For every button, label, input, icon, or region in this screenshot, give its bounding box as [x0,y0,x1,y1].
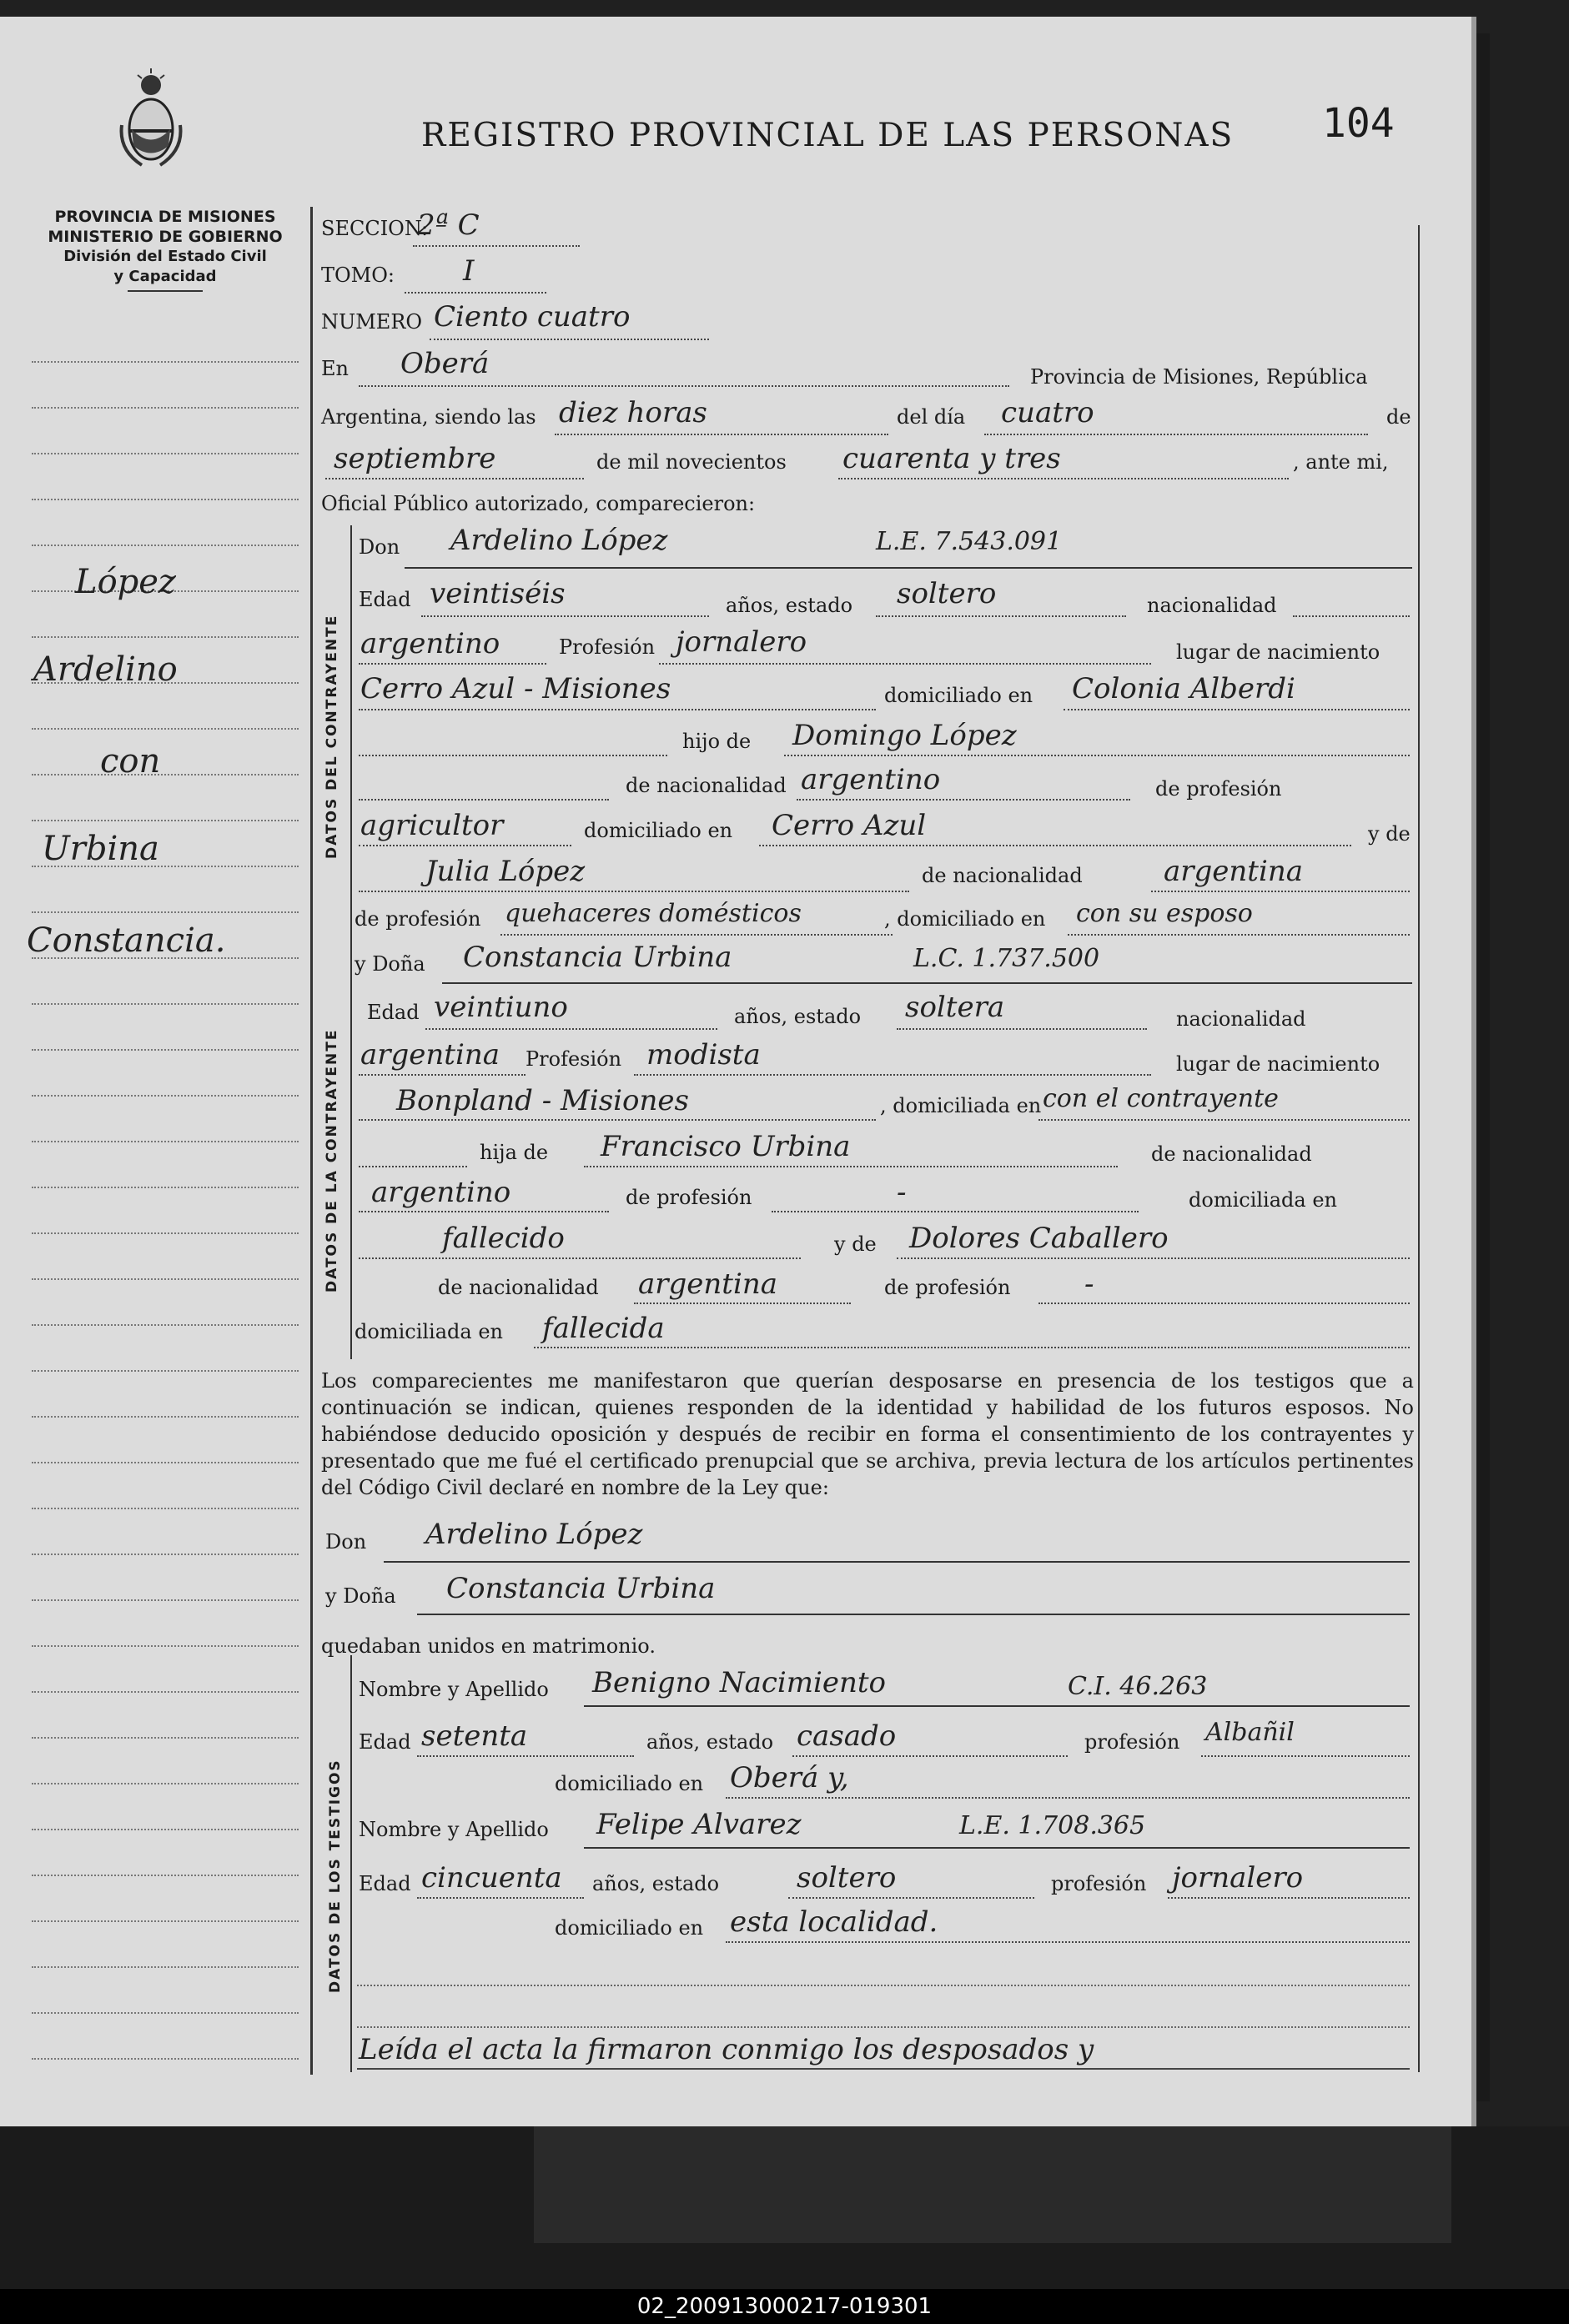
unidos-label: quedaban unidos en matrimonio. [321,1634,656,1658]
anio-value: cuarenta y tres [842,442,1061,475]
domiciliada-label: , domiciliada en [880,1094,1042,1117]
estado-line [876,615,1126,617]
edad-f-line [425,1028,717,1030]
decl-don-value: Ardelino López [425,1518,643,1551]
anio-line [838,478,1289,479]
register-page [0,17,1476,2126]
tomo-label: TOMO: [321,264,395,287]
book-edge [1476,33,1490,2101]
novia-madre-nac: argentina [638,1267,778,1301]
novio-documento: L.E. 7.543.091 [876,527,1063,556]
padre-nac-line [797,799,1130,801]
madre-nac-label: de nacionalidad [922,864,1083,887]
tomo-value: I [463,254,475,288]
testigos-section-label: DATOS DE LOS TESTIGOS [327,1759,344,1993]
t2-estado-line [788,1897,1034,1899]
de-nac-label: de nacionalidad [626,774,787,797]
t1-prof: Albañil [1205,1718,1295,1747]
padre-dom-f-line [359,1257,801,1259]
edad-f-label: Edad [367,1001,420,1024]
dia-value: cuatro [1001,396,1094,429]
t1-dom-line [726,1797,1410,1799]
t1-dom: Oberá y, [730,1761,849,1794]
numero-value: Ciento cuatro [434,300,631,334]
novio-padre-dom: Cerro Azul [772,809,927,842]
t1-doc: C.I. 46.263 [1068,1672,1208,1701]
novia-nombre: Constancia Urbina [463,941,732,974]
t2-dom-line [726,1941,1410,1943]
issuer-block [23,207,307,292]
novia-padre-nac: argentino [371,1176,511,1209]
hora-line [555,434,888,435]
blank-line-2 [359,799,609,801]
margin-note-con: con [100,742,161,781]
closing-line [357,2068,1410,2070]
closing-text: Leída el acta la firmaron conmigo los desposados y [359,2033,1094,2066]
novio-nombre: Ardelino López [450,524,668,557]
padre-dom-line [759,845,1351,846]
t2-edad-line [417,1897,584,1899]
numero-line [430,339,709,340]
hija-label: hija de [480,1141,549,1164]
decl-dona-label: y Doña [325,1584,396,1608]
madre-f-line [897,1257,1410,1259]
seccion-line [413,245,580,247]
y-de-label: y de [1368,822,1411,846]
t2-edad-label: Edad [359,1872,411,1895]
blank-row-1 [357,1985,1410,1986]
nacionalidad-f-line [359,1074,526,1076]
margin-note-bride-surname: Urbina [42,830,159,868]
division-label: División del Estado Civil [63,248,267,265]
lugar-line [359,709,876,710]
dona-line [442,982,1412,984]
t2-estado: soltero [797,1861,897,1895]
nac-f-label: nacionalidad [1176,1007,1306,1031]
madre-nac-f-line [634,1303,851,1304]
parties-bracket [350,525,352,1359]
domiciliado-label: domiciliado en [884,684,1033,707]
novia-madre-dom: fallecida [542,1312,665,1345]
lugar-label: lugar de nacimiento [1176,640,1380,664]
novia-edad: veintiuno [434,991,568,1024]
novia-documento: L.C. 1.737.500 [913,944,1100,973]
novio-padre-nac: argentino [801,763,941,796]
madre-dom-line [1068,934,1410,936]
anios-f-label: años, estado [734,1005,862,1028]
t1-prof-label: profesión [1084,1730,1180,1754]
t2-dom: esta localidad. [730,1905,938,1939]
madre-dom-label: , domiciliado en [884,907,1046,931]
domicilio-line [1064,709,1410,710]
t1-edad-line [417,1755,634,1757]
estado-f-line [897,1028,1147,1030]
issuer-rule [128,290,203,292]
hijo-label: hijo de [682,730,752,753]
page-title: REGISTRO PROVINCIAL DE LAS PERSONAS [421,117,1235,154]
argentina-label: Argentina, siendo las [321,405,536,429]
witness-bracket [350,1655,352,2072]
anios-label: años, estado [726,594,853,617]
novio-madre-nac: argentina [1164,855,1304,888]
t2-prof: jornalero [1172,1861,1304,1895]
profesion-line [659,663,1151,665]
dia-line [984,434,1368,435]
dona-label: y Doña [355,952,425,976]
contrayente-f-section-label: DATOS DE LA CONTRAYENTE [324,1028,340,1293]
t1-estado-line [792,1755,1068,1757]
margin-divider [310,207,313,2075]
lugar-f-line [359,1119,876,1121]
madre-prof-f-label: de profesión [884,1276,1011,1299]
coat-of-arms-icon [117,67,185,171]
del-dia-label: del día [897,405,966,429]
en-value: Oberá [400,347,490,380]
novia-padre-dom: fallecido [442,1222,565,1255]
madre-nac-line [1151,891,1410,892]
t2-doc: L.E. 1.708.365 [959,1811,1146,1840]
novia-madre-prof: - [1084,1267,1094,1301]
madre-prof-f-line [1038,1303,1410,1304]
t2-edad: cincuenta [421,1861,562,1895]
t1-estado: casado [797,1719,897,1753]
t1-dom-label: domiciliado en [555,1772,704,1795]
declaration-paragraph: Los comparecientes me manifestaron que querían desposarse en presencia de los testigos que a continuación se indican, quienes responden de la identidad y habilidad de los futuros esposos. No habiéndose deducido oposición y después de recibir en forma el consentimiento de los contrayentes y presentado que me fué el certificado prenupcial que se archiva, previa lectura de los artículos pertinentes del Código Civil declaré en nombre de la Ley que: [321,1369,1414,1499]
t2-nombre: Felipe Alvarez [596,1808,802,1841]
novia-domicilio: con el contrayente [1043,1084,1279,1113]
en-line [359,385,1009,387]
province-label: PROVINCIA DE MISIONES [54,208,276,226]
profesion-label: Profesión [559,635,656,659]
seccion-label: SECCION: [321,217,429,240]
continuation-line [359,1166,467,1167]
right-margin-line [1418,225,1420,2072]
t2-nombre-line [584,1847,1410,1849]
provincia-label: Provincia de Misiones, República [1030,365,1368,389]
padre-f-line [584,1166,1118,1167]
novio-padre: Domingo López [792,719,1017,752]
page-number: 104 [1322,100,1395,147]
t1-edad-label: Edad [359,1730,411,1754]
novia-padre: Francisco Urbina [601,1130,851,1163]
edad-line [421,615,709,617]
decl-dona-value: Constancia Urbina [446,1572,716,1605]
t1-prof-line [1201,1755,1410,1757]
de-label: de [1386,405,1411,429]
blank-row-2 [357,2026,1410,2028]
seccion-value: 2ª C [417,208,480,242]
novia-nacionalidad: argentina [360,1038,500,1072]
novio-padre-prof: agricultor [360,809,504,842]
madre-dom-f-line [534,1347,1410,1348]
domicilio-f-line [1038,1119,1410,1121]
nac-label: nacionalidad [1147,594,1277,617]
novia-profesion: modista [646,1038,761,1072]
novio-madre-dom: con su esposo [1076,899,1253,928]
t2-dom-label: domiciliado en [555,1916,704,1940]
de-prof-f-label: de profesión [626,1186,752,1209]
novio-nacionalidad: argentino [360,627,500,660]
padre-nac-f-line [359,1211,609,1212]
madre-line [359,891,909,892]
mes-value: septiembre [334,442,496,475]
t2-anios-label: años, estado [592,1872,720,1895]
novia-lugar: Bonpland - Misiones [396,1084,689,1117]
hora-value: diez horas [559,396,707,429]
mil-label: de mil novecientos [596,450,787,474]
don-label: Don [359,535,400,559]
padre-line [784,755,1410,756]
numero-label: NUMERO [321,310,423,334]
t1-edad: setenta [421,1719,528,1753]
t1-nombre-label: Nombre y Apellido [359,1678,549,1701]
mes-line [325,478,584,479]
t2-prof-label: profesión [1051,1872,1147,1895]
padre-prof-f-line [772,1211,1139,1212]
margin-note-name: Ardelino [33,650,178,689]
t2-prof-line [1168,1897,1410,1899]
nacionalidad-line [359,663,546,665]
profesion-f-label: Profesión [526,1047,622,1071]
novio-profesion: jornalero [676,625,807,659]
novia-padre-prof: - [897,1176,907,1209]
dom-f-label: domiciliada en [1189,1188,1337,1212]
madre-nac-f-label: de nacionalidad [438,1276,599,1299]
novio-madre: Julia López [425,855,586,888]
ministry-label: MINISTERIO DE GOBIERNO [48,228,283,246]
de-prof-label: de profesión [1155,777,1282,801]
novio-madre-prof: quehaceres domésticos [505,899,802,928]
nac-line [1293,615,1410,617]
tomo-line [405,292,546,294]
blank-line-1 [359,755,667,756]
novia-estado: soltera [905,991,1005,1024]
ante-label: , ante mi, [1293,450,1389,474]
decl-don-line [384,1561,1410,1563]
decl-don-label: Don [325,1530,367,1554]
novio-estado: soltero [897,577,997,610]
madre-prof-line [500,934,893,936]
margin-note-bride-name: Constancia. [27,921,226,960]
madre-prof-label: de profesión [355,907,481,931]
novia-madre: Dolores Caballero [909,1222,1169,1255]
t1-nombre: Benigno Nacimiento [592,1666,887,1699]
edad-label: Edad [359,588,411,611]
madre-dom-f-label: domiciliada en [355,1320,503,1343]
lugar-f-label: lugar de nacimiento [1176,1052,1380,1076]
t2-nombre-label: Nombre y Apellido [359,1818,549,1841]
en-label: En [321,357,349,380]
t1-nombre-line [584,1705,1410,1707]
novio-domicilio: Colonia Alberdi [1072,672,1295,705]
padre-dom-label: domiciliado en [584,819,733,842]
y-de-f-label: y de [834,1232,877,1256]
capacity-label: y Capacidad [113,268,217,285]
contrayente-section-label: DATOS DEL CONTRAYENTE [324,614,340,859]
de-nac-f-label: de nacionalidad [1151,1142,1312,1166]
decl-dona-line [417,1614,1410,1615]
oficial-label: Oficial Público autorizado, comparecieron: [321,492,756,515]
padre-prof-line [359,845,571,846]
margin-note-surname: López [75,563,176,601]
t1-anios-label: años, estado [646,1730,774,1754]
novio-lugar: Cerro Azul - Misiones [360,672,671,705]
novio-edad: veintiséis [430,577,566,610]
don-line [405,567,1412,569]
profesion-f-line [634,1074,1151,1076]
image-id: 02_200913000217-019301 [0,2289,1569,2324]
